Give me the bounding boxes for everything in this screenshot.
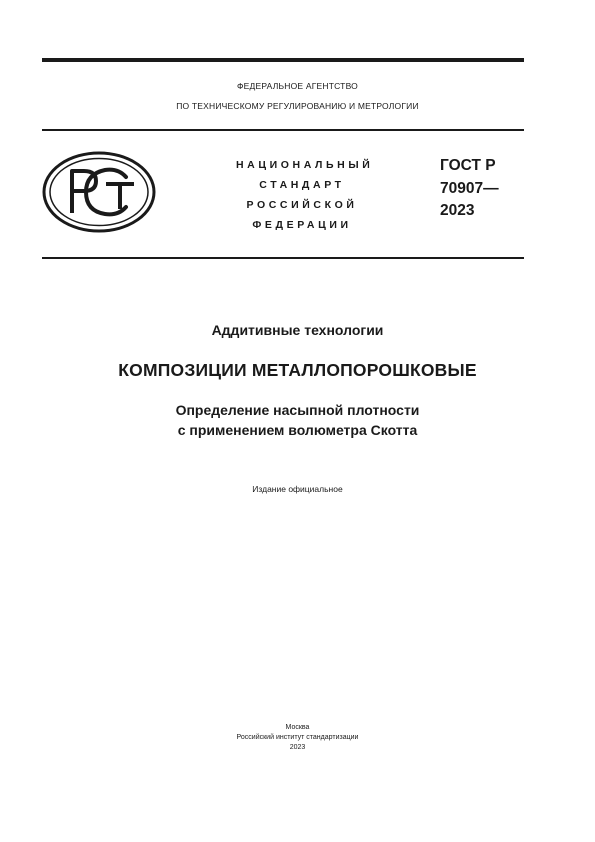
main-title: КОМПОЗИЦИИ МЕТАЛЛОПОРОШКОВЫЕ bbox=[118, 360, 477, 380]
rst-certification-mark-icon bbox=[42, 151, 156, 233]
middle-rule bbox=[42, 129, 524, 131]
designation-line-1: ГОСТ Р bbox=[440, 157, 496, 174]
bottom-rule bbox=[42, 257, 524, 259]
standard-type-line-4: ФЕДЕРАЦИИ bbox=[252, 219, 352, 231]
agency-name-line-1: ФЕДЕРАЛЬНОЕ АГЕНТСТВО bbox=[237, 81, 358, 91]
subtitle-line-1: Определение насыпной плотности bbox=[175, 402, 420, 418]
standard-type-line-2: СТАНДАРТ bbox=[259, 179, 345, 191]
imprint-city: Москва bbox=[285, 724, 310, 731]
title-group: Аддитивные технологии bbox=[211, 322, 384, 338]
standard-type-block bbox=[236, 155, 374, 235]
standard-designation bbox=[440, 155, 499, 223]
imprint bbox=[0, 723, 595, 753]
designation-line-3: 2023 bbox=[440, 202, 475, 219]
agency-name-line-2: ПО ТЕХНИЧЕСКОМУ РЕГУЛИРОВАНИЮ И МЕТРОЛОГИИ bbox=[176, 101, 419, 111]
designation-line-2: 70907— bbox=[440, 179, 499, 197]
standard-type-line-1: НАЦИОНАЛЬНЫЙ bbox=[236, 159, 374, 171]
top-rule bbox=[42, 58, 524, 62]
imprint-year: 2023 bbox=[289, 744, 306, 751]
subtitle-line-2: с применением волюметра Скотта bbox=[177, 422, 418, 438]
subtitle bbox=[0, 400, 595, 440]
imprint-publisher: Российский институт стандартизации bbox=[236, 734, 359, 741]
edition-note: Издание официальное bbox=[252, 484, 343, 494]
standard-type-line-3: РОССИЙСКОЙ bbox=[246, 199, 358, 211]
